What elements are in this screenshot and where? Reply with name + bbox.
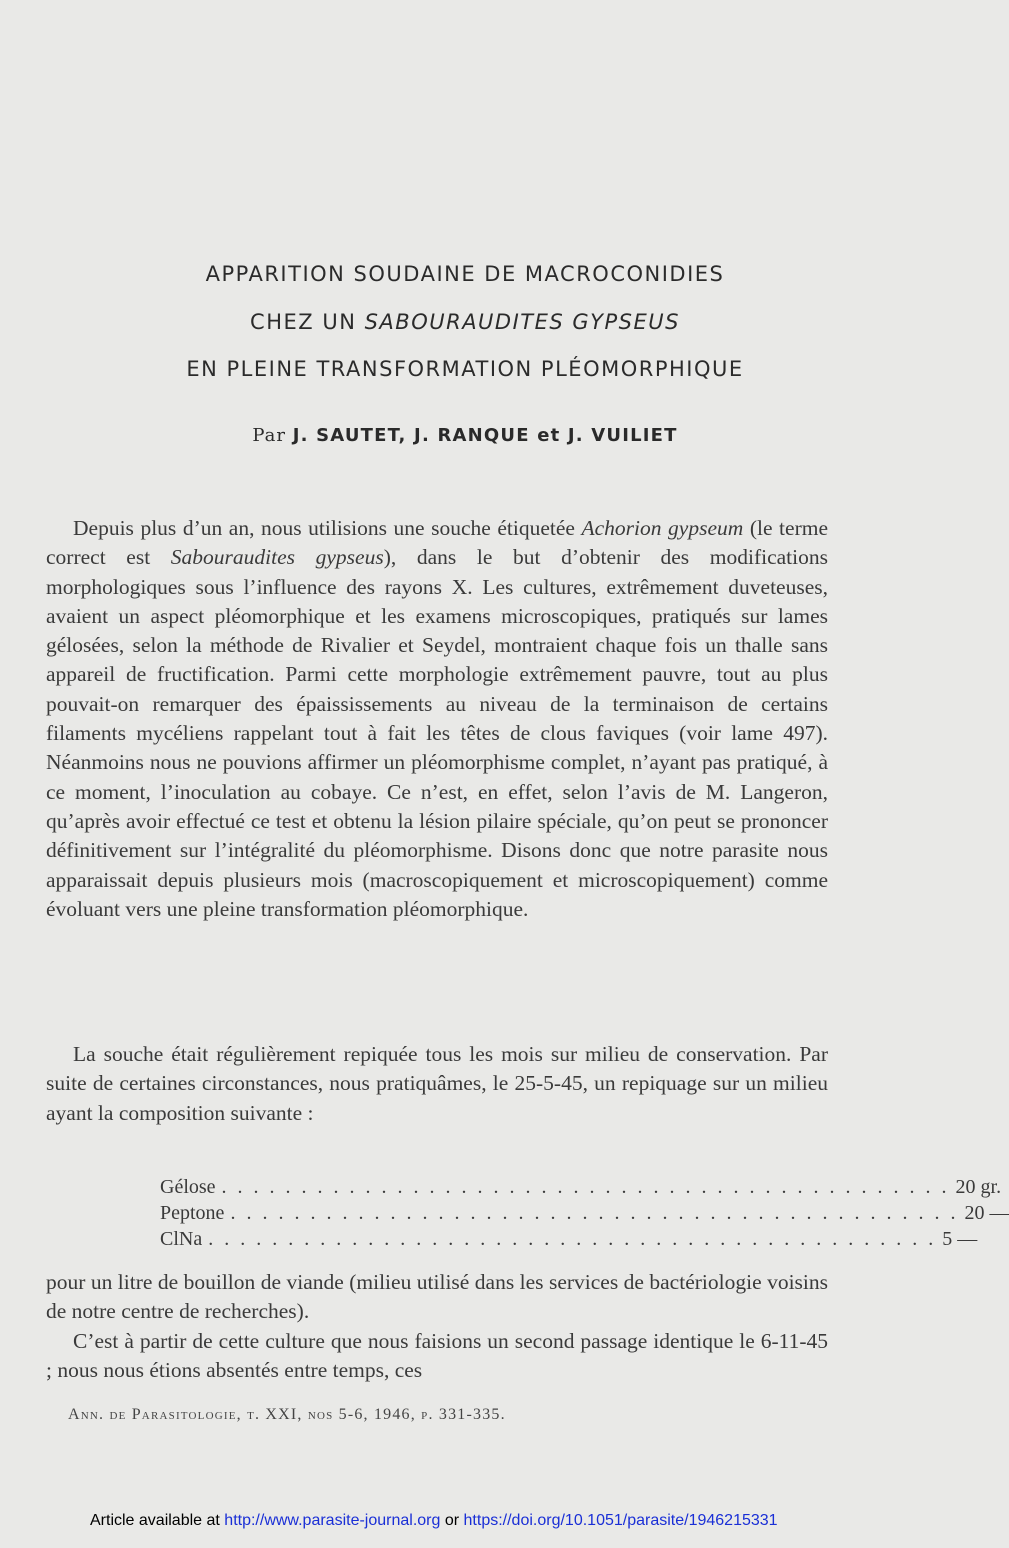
ingredient-name: Peptone (160, 1202, 225, 1224)
recipe-row (160, 1176, 1002, 1202)
p1-italic-2: Sabouraudites gypseus (170, 545, 384, 570)
p1-italic-1: Achorion gypseum (581, 516, 744, 540)
ingredient-quantity: 5 — (942, 1228, 978, 1250)
ingredient-quantity: 20 — (964, 1202, 1009, 1224)
recipe-row (160, 1202, 1009, 1228)
recipe-row (160, 1228, 978, 1254)
leader-dots: . . . . . . . . . . . . . . . . . . . . . . . . . . . . . . . . . . . . . . . . . . . . . . (208, 1228, 937, 1250)
journal-citation: Ann. de Parasitologie, t. XXI, nos 5-6, 1946, p. 331-335. (68, 1406, 506, 1423)
p1-text-b: (le terme correct est (46, 516, 828, 570)
availability-prefix: Article available at (90, 1512, 225, 1529)
p3-text-a: pour un litre de bouillon de viande (milieu utilisé dans les services de bactériologie voisins de notre centre de recherches). (46, 1270, 828, 1324)
article-availability-line (90, 1512, 778, 1530)
p2-text: La souche était régulièrement repiquée tous les mois sur milieu de conservation. Par suite de certaines circonstances, nous pratiquâmes, le 25-5-45, un repiquage sur un milieu ayant la composition suivante : (46, 1042, 828, 1125)
ingredient-name: ClNa (160, 1228, 203, 1250)
body-paragraph-1 (46, 514, 828, 924)
author-prefix: Par (252, 425, 293, 446)
leader-dots: . . . . . . . . . . . . . . . . . . . . . . . . . . . . . . . . . . . . . . . . . . . . . . (221, 1176, 950, 1198)
medium-composition-table (160, 1176, 1009, 1254)
ingredient-quantity: 20 gr. (955, 1176, 1002, 1198)
title-species-name: SABOURAUDITES GYPSEUS (364, 310, 680, 334)
journal-website-link[interactable]: http://www.parasite-journal.org (224, 1512, 441, 1529)
ingredient-name: Gélose (160, 1176, 216, 1198)
leader-dots: . . . . . . . . . . . . . . . . . . . . . . . . . . . . . . . . . . . . . . . . . . . . . . (230, 1202, 959, 1224)
body-paragraph-2 (46, 1040, 828, 1128)
article-title-line-1: APPARITION SOUDAINE DE MACROCONIDIES (205, 262, 725, 286)
author-line (0, 425, 930, 446)
title-prefix: CHEZ UN (250, 310, 365, 334)
p1-text-c: ), dans le but d’obtenir des modifications morphologiques sous l’influence des rayons X. Les cultures, extrêmement duveteuses, avaient un aspect pléomorphique et les examens microscopiques, pratiqués sur lames gélosées, selon la méthode de Rivalier et Seydel, montraient chaque fois un thalle sans appareil de fructification. Parmi cette morphologie extrêmement pauvre, tout au plus pouvait-on remarquer des épaississements au niveau de la terminaison de certains filaments mycéliens rappelant tout à fait les têtes de clous faviques (voir lame 497). Néanmoins nous ne pouvions affirmer un pléomorphisme complet, n’ayant pas pratiqué, à ce moment, l’inoculation au cobaye. Ce n’est, en effet, selon l’avis de M. Langeron, qu’après avoir effectué ce test et obtenu la lésion pilaire spéciale, qu’on peut se prononcer définitivement sur l’intégralité du pléomorphisme. Disons donc que notre parasite nous apparaissait depuis plusieurs mois (macroscopiquement et microscopiquement) comme évoluant vers une pleine transformation pléomorphique. (46, 545, 828, 921)
p3-text-b: C’est à partir de cette culture que nous faisions un second passage identique le 6-11-45 ; nous nous étions absentés entre temps, ces (46, 1328, 828, 1382)
author-names: J. SAUTET, J. RANQUE et J. VUILIET (292, 425, 678, 446)
article-title-line-2 (0, 310, 930, 334)
p1-text-a: Depuis plus d’un an, nous utilisions une souche étiquetée (73, 516, 582, 540)
body-paragraph-3 (46, 1268, 828, 1385)
availability-middle: or (440, 1512, 464, 1529)
article-title-line-3: EN PLEINE TRANSFORMATION PLÉOMORPHIQUE (186, 357, 744, 381)
doi-link[interactable]: https://doi.org/10.1051/parasite/1946215331 (463, 1512, 778, 1529)
